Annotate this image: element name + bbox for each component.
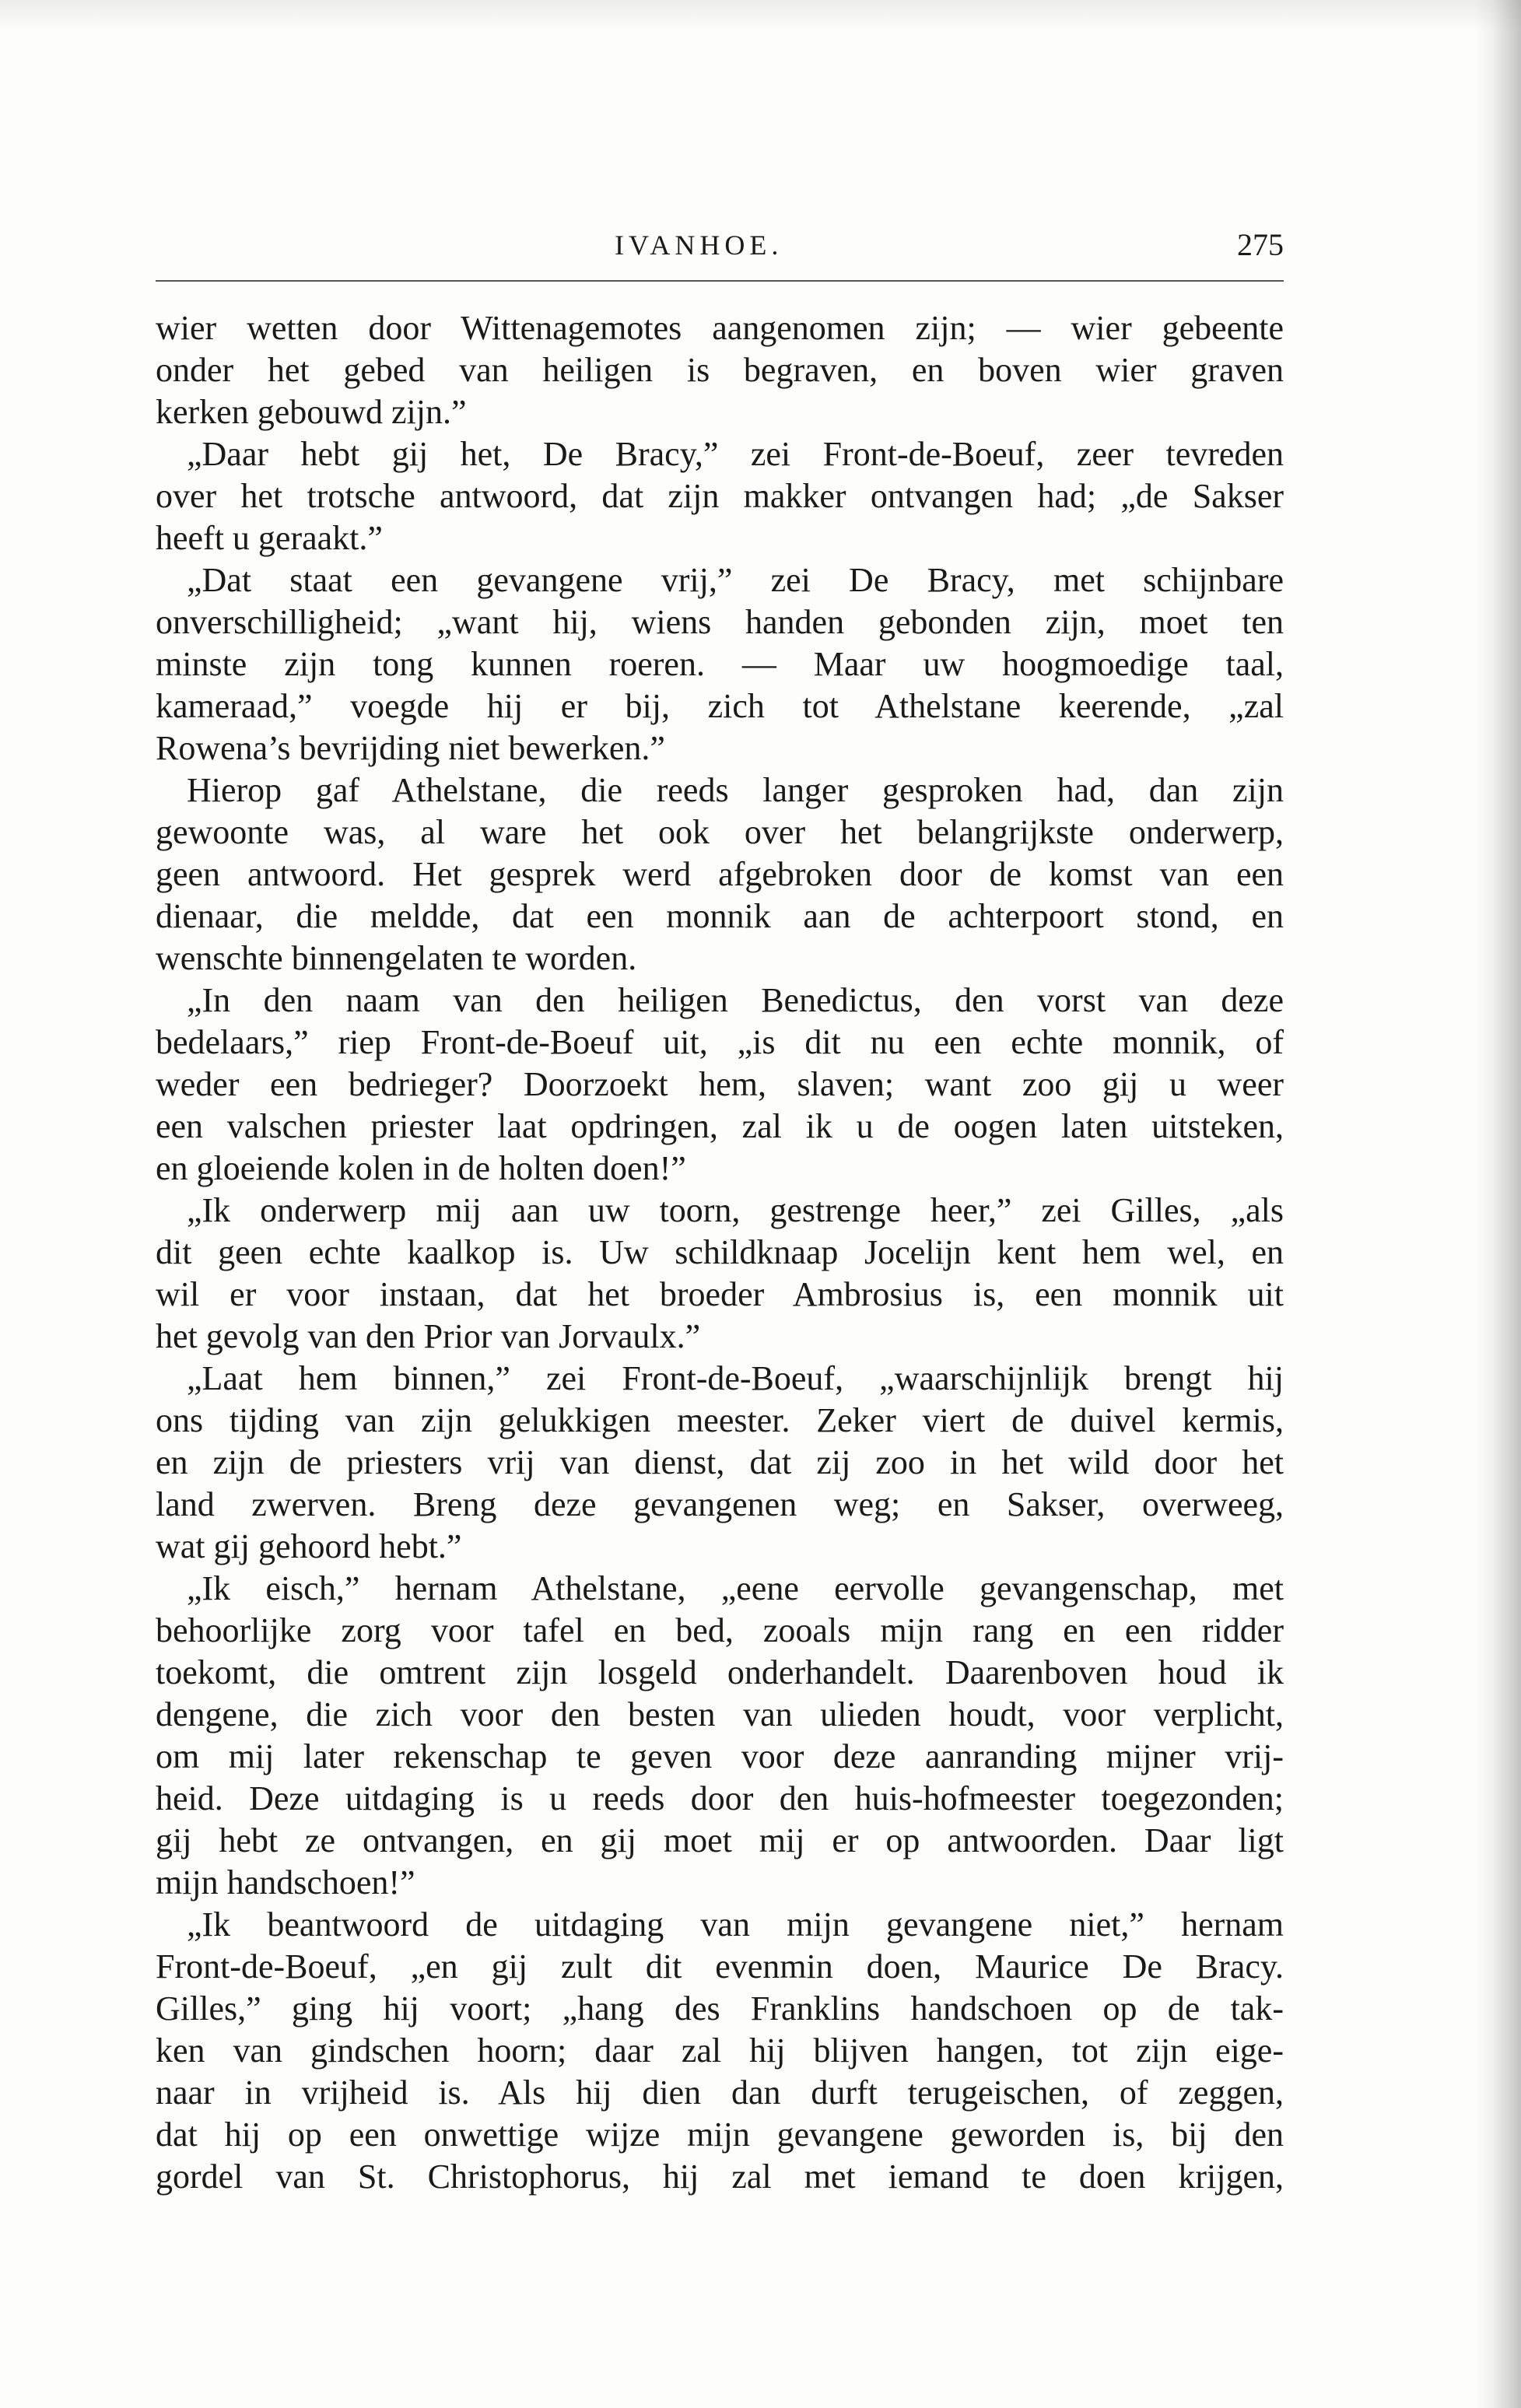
text-line: „Ik beantwoord de uitdaging van mijn gevangene niet,” hernam [187,1905,1284,1944]
running-header [156,222,1284,268]
text-line: dit geen echte kaalkop is. Uw schildknaap Jocelijn kent hem wel, en [156,1233,1284,1271]
scan-shadow-top [0,0,1521,31]
header-rule [156,280,1284,282]
text-line: heid. Deze uitdaging is u reeds door den huis-hofmeester toegezonden; [156,1779,1284,1817]
text-line: behoorlijke zorg voor tafel en bed, zooals mijn rang en een ridder [156,1611,1284,1649]
text-line: „Daar hebt gij het, De Bracy,” zei Front-de-Boeuf, zeer tevreden [187,435,1284,473]
text-line: en gloeiende kolen in de holten doen!” [156,1149,686,1187]
text-line: wenschte binnengelaten te worden. [156,939,637,977]
text-line: ons tijding van zijn gelukkigen meester. Zeker viert de duivel kermis, [156,1401,1284,1439]
text-line: „Dat staat een gevangene vrij,” zei De Bracy, met schijnbare [187,561,1284,599]
text-line: kerken gebouwd zijn.” [156,393,467,431]
text-line: Hierop gaf Athelstane, die reeds langer gesproken had, dan zijn [187,771,1284,809]
text-line: geen antwoord. Het gesprek werd afgebroken door de komst van een [156,855,1284,893]
text-line: gewoonte was, al ware het ook over het belangrijkste onderwerp, [156,813,1284,851]
body-text [156,307,1284,2198]
text-line: minste zijn tong kunnen roeren. — Maar uw hoogmoedige taal, [156,645,1284,683]
text-line: Gilles,” ging hij voort; „hang des Franklins handschoen op de tak- [156,1989,1284,2028]
text-line: gij hebt ze ontvangen, en gij moet mij er op antwoorden. Daar ligt [156,1821,1284,1859]
text-line: om mij later rekenschap te geven voor deze aanranding mijner vrij- [156,1737,1284,1775]
text-line: „Ik onderwerp mij aan uw toorn, gestrenge heer,” zei Gilles, „als [187,1191,1284,1229]
text-line: gordel van St. Christophorus, hij zal met iemand te doen krijgen, [156,2157,1284,2196]
text-line: ken van gindschen hoorn; daar zal hij blijven hangen, tot zijn eige- [156,2031,1284,2070]
text-line: bedelaars,” riep Front-de-Boeuf uit, „is dit nu een echte monnik, of [156,1023,1284,1061]
text-line: mijn handschoen!” [156,1863,415,1902]
text-line: dengene, die zich voor den besten van ulieden houdt, voor verplicht, [156,1695,1284,1733]
text-line: het gevolg van den Prior van Jorvaulx.” [156,1317,701,1355]
text-line: dat hij op een onwettige wijze mijn gevangene geworden is, bij den [156,2115,1284,2154]
text-line: onder het gebed van heiligen is begraven, en boven wier graven [156,351,1284,389]
text-line: kameraad,” voegde hij er bij, zich tot Athelstane keerende, „zal [156,687,1284,725]
text-line: „Laat hem binnen,” zei Front-de-Boeuf, „waarschijnlijk brengt hij [187,1359,1284,1397]
text-line: „In den naam van den heiligen Benedictus, den vorst van deze [187,981,1284,1019]
text-line: weder een bedrieger? Doorzoekt hem, slaven; want zoo gij u weer [156,1065,1284,1103]
text-line: en zijn de priesters vrij van dienst, dat zij zoo in het wild door het [156,1443,1284,1481]
text-line: land zwerven. Breng deze gevangenen weg; en Sakser, overweeg, [156,1485,1284,1523]
text-line: wier wetten door Wittenagemotes aangenomen zijn; — wier gebeente [156,309,1284,347]
text-line: toekomt, die omtrent zijn losgeld onderhandelt. Daarenboven houd ik [156,1653,1284,1691]
text-line: onverschilligheid; „want hij, wiens handen gebonden zijn, moet ten [156,603,1284,641]
text-line: Rowena’s bevrijding niet bewerken.” [156,729,665,767]
text-line: wil er voor instaan, dat het broeder Ambrosius is, een monnik uit [156,1275,1284,1313]
text-line: over het trotsche antwoord, dat zijn makker ontvangen had; „de Sakser [156,477,1284,515]
running-title: IVANHOE. [615,230,783,261]
text-line: dienaar, die meldde, dat een monnik aan de achterpoort stond, en [156,897,1284,935]
text-line: wat gij gehoord hebt.” [156,1527,462,1565]
text-line: een valschen priester laat opdringen, zal ik u de oogen laten uitsteken, [156,1107,1284,1145]
page-number: 275 [1237,227,1284,262]
text-line: Front-de-Boeuf, „en gij zult dit evenmin doen, Maurice De Bracy. [156,1947,1284,1986]
text-line: heeft u geraakt.” [156,519,383,557]
scan-shadow-right [1474,0,1521,2408]
text-line: naar in vrijheid is. Als hij dien dan durft terugeischen, of zeggen, [156,2073,1284,2112]
text-line: „Ik eisch,” hernam Athelstane, „eene eervolle gevangenschap, met [187,1569,1284,1607]
